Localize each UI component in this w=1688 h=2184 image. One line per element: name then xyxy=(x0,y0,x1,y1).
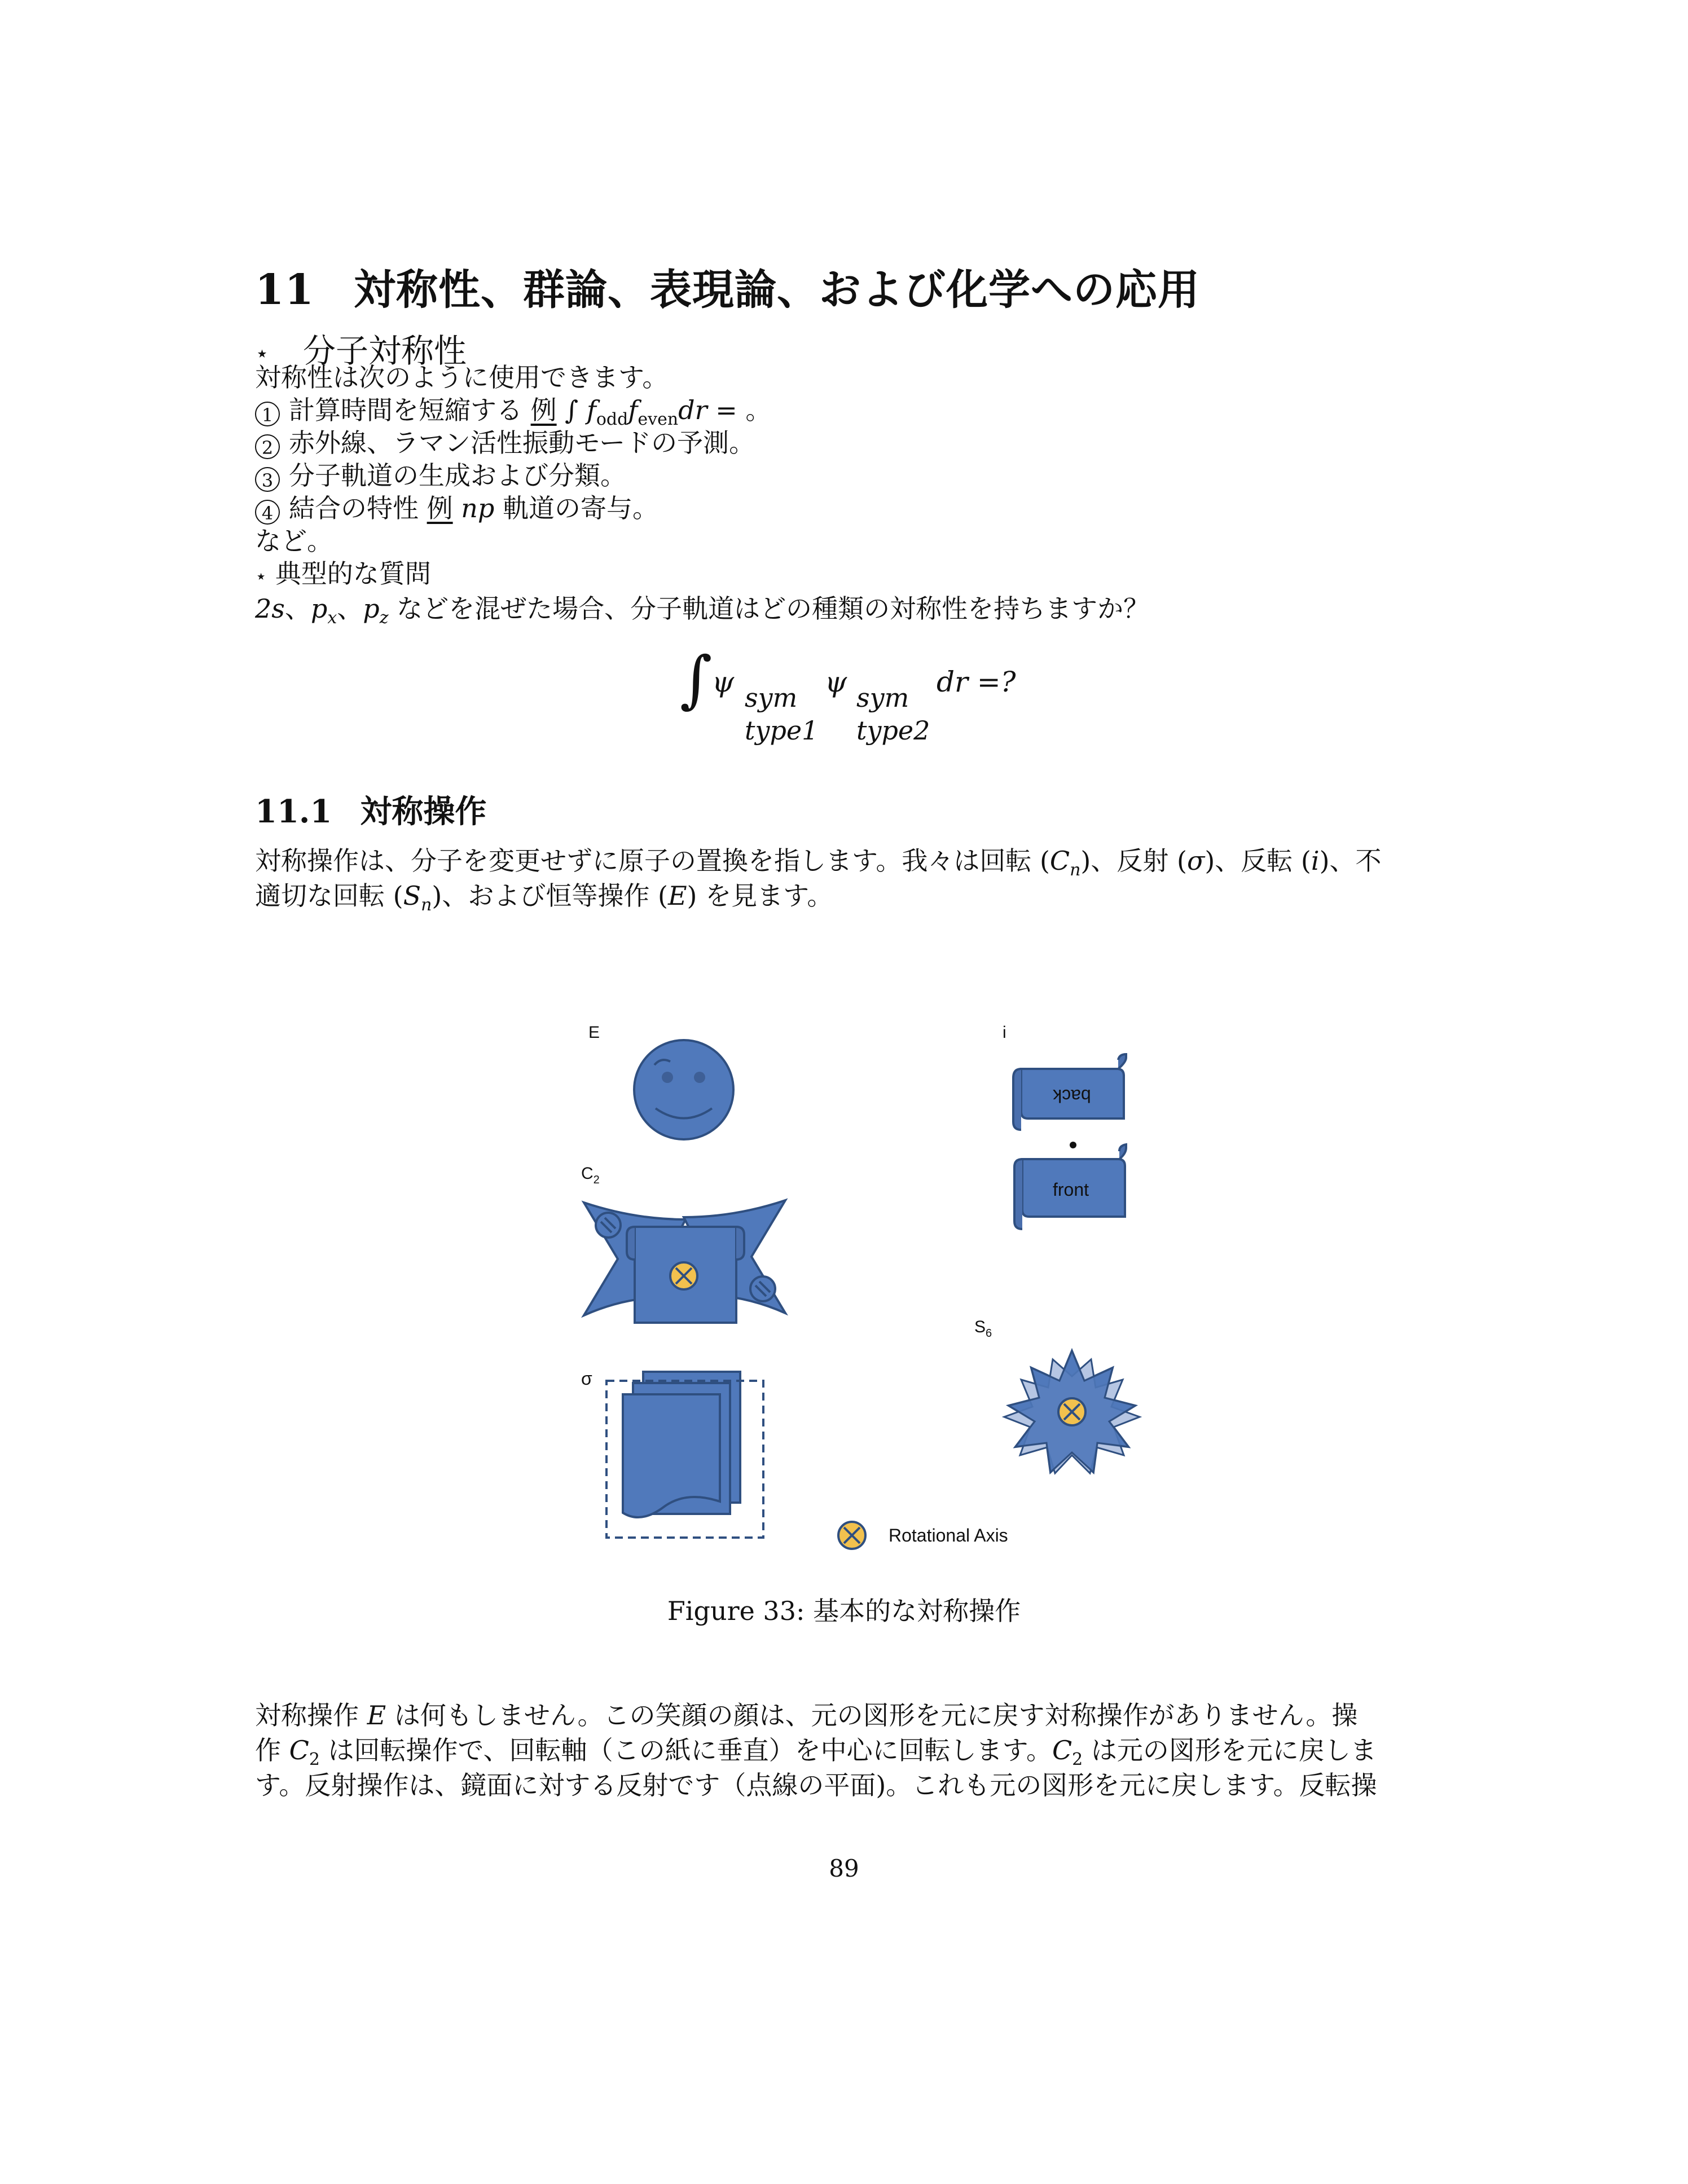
text: 対称操作 xyxy=(255,1700,359,1731)
formula-sub: odd xyxy=(596,409,628,429)
bottom-paragraph-line-2 xyxy=(255,1733,1440,1772)
etc-line: など。 xyxy=(255,526,333,556)
s6-star-icon xyxy=(1004,1351,1140,1473)
text: 作 xyxy=(255,1735,281,1765)
star-icon: ⋆ xyxy=(255,340,270,367)
symbol: σ xyxy=(1186,846,1205,876)
type-2: type2 xyxy=(856,715,930,746)
text: は元の図形を元に戻しま xyxy=(1091,1735,1377,1765)
label-C2-sub: 2 xyxy=(593,1174,600,1186)
symbol: E xyxy=(667,880,687,911)
use-text: 分子軌道の生成および分類。 xyxy=(289,460,626,491)
legend-label: Rotational Axis xyxy=(889,1525,1008,1545)
text: は何もしません。この笑顔の顔は、元の図形を元に戻す対称操作がありません。操 xyxy=(394,1700,1358,1731)
bottom-paragraph-line-1 xyxy=(255,1698,1440,1733)
type-1: type1 xyxy=(745,715,819,746)
symbol-sub: n xyxy=(1070,860,1081,880)
circled-number: 3 xyxy=(255,467,280,492)
label-S6-main: S xyxy=(974,1318,986,1336)
circled-number: 4 xyxy=(255,500,280,525)
formula-part: np xyxy=(461,493,495,523)
subsection-title: 分子対称性 xyxy=(303,332,467,370)
use-text: 赤外線、ラマン活性振動モードの予測。 xyxy=(289,428,755,458)
use-text: 計算時間を短縮する xyxy=(289,395,522,425)
label-sigma: σ xyxy=(581,1368,592,1389)
symbol-sub: 2 xyxy=(1072,1750,1083,1769)
sep: 、 xyxy=(284,593,311,624)
text: は回転操作で、回転軸（この紙に垂直）を中心に回転します。 xyxy=(328,1735,1052,1765)
var-sub: x xyxy=(327,608,337,628)
formula-sub: even xyxy=(638,409,679,429)
example-label: 例 xyxy=(427,493,453,523)
label-S6-sub: 6 xyxy=(986,1327,992,1340)
sym-1: sym xyxy=(745,682,798,713)
psi-1: ψ xyxy=(712,666,735,698)
symbol-sub: n xyxy=(421,895,432,915)
figure-caption: Figure 33: 基本的な対称操作 xyxy=(667,1596,1021,1626)
question-text: などを混ぜた場合、分子軌道はどの種類の対称性を持ちますか？ xyxy=(397,593,1150,624)
label-i: i xyxy=(1003,1023,1006,1042)
label-C2-main: C xyxy=(581,1164,594,1183)
var: p xyxy=(363,593,380,624)
sep: 、 xyxy=(337,593,363,624)
formula-part: ∫ f xyxy=(565,395,596,425)
symbol: S xyxy=(403,880,421,911)
label-C2 xyxy=(581,1164,600,1186)
formula-part: f xyxy=(628,395,638,425)
integral-sign: ∫ xyxy=(680,643,713,715)
var: p xyxy=(310,593,328,624)
sym-2: sym xyxy=(856,682,909,713)
psi-2: ψ xyxy=(825,666,847,698)
circled-number: 1 xyxy=(255,402,280,426)
var: 2s xyxy=(255,593,285,624)
text: す。反射操作は、鏡面に対する反射です（点線の平面)。これも元の図形を元に戻します。反転操 xyxy=(255,1770,1377,1800)
legend xyxy=(838,1522,1008,1549)
section-number: 11.1 xyxy=(255,793,332,830)
symbol: i xyxy=(1311,846,1320,876)
symbol: C xyxy=(289,1735,309,1765)
text: )、および恒等操作 ( xyxy=(432,880,668,911)
chapter-title: 対称性、群論、表現論、および化学への応用 xyxy=(353,266,1200,314)
label-S6 xyxy=(974,1318,992,1340)
symbol-sub: 2 xyxy=(309,1750,320,1769)
star-icon: ⋆ xyxy=(255,565,267,588)
chapter-number: 11 xyxy=(255,266,314,314)
use-text: 結合の特性 xyxy=(289,493,419,523)
formula-part: dr = xyxy=(678,395,737,425)
reflection-pages-icon xyxy=(606,1372,763,1538)
c2-banner-icon xyxy=(584,1200,785,1323)
text: )、不 xyxy=(1319,846,1382,876)
text: )、反射 ( xyxy=(1080,846,1187,876)
circled-number: 2 xyxy=(255,434,280,459)
scroll-back-text: back xyxy=(1053,1086,1091,1106)
page-number: 89 xyxy=(829,1855,859,1882)
smiley-face-icon xyxy=(634,1040,733,1139)
use-end: 。 xyxy=(745,395,772,425)
symbol: C xyxy=(1052,1735,1072,1765)
section-title: 対称操作 xyxy=(360,793,487,830)
text: 対称操作は、分子を変更せずに原子の置換を指します。我々は回転 ( xyxy=(255,846,1050,876)
symbol: E xyxy=(367,1700,386,1731)
intro-line: 対称性は次のように使用できます。 xyxy=(255,362,669,393)
inversion-center xyxy=(1070,1142,1076,1148)
text: )、反転 ( xyxy=(1205,846,1311,876)
equation-rhs: dr =? xyxy=(937,666,1016,698)
example-label: 例 xyxy=(530,395,557,425)
typical-question-label: 典型的な質問 xyxy=(275,558,431,589)
bottom-paragraph-line-3 xyxy=(255,1768,1440,1803)
text: 適切な回転 ( xyxy=(255,880,403,911)
inversion-scrolls-icon xyxy=(1013,1054,1126,1229)
label-E: E xyxy=(588,1023,600,1042)
scroll-front-text: front xyxy=(1052,1179,1089,1200)
var-sub: z xyxy=(379,608,389,628)
use-end: 軌道の寄与。 xyxy=(502,493,658,523)
symbol: C xyxy=(1049,846,1070,876)
text: ) を見ます。 xyxy=(687,880,833,911)
